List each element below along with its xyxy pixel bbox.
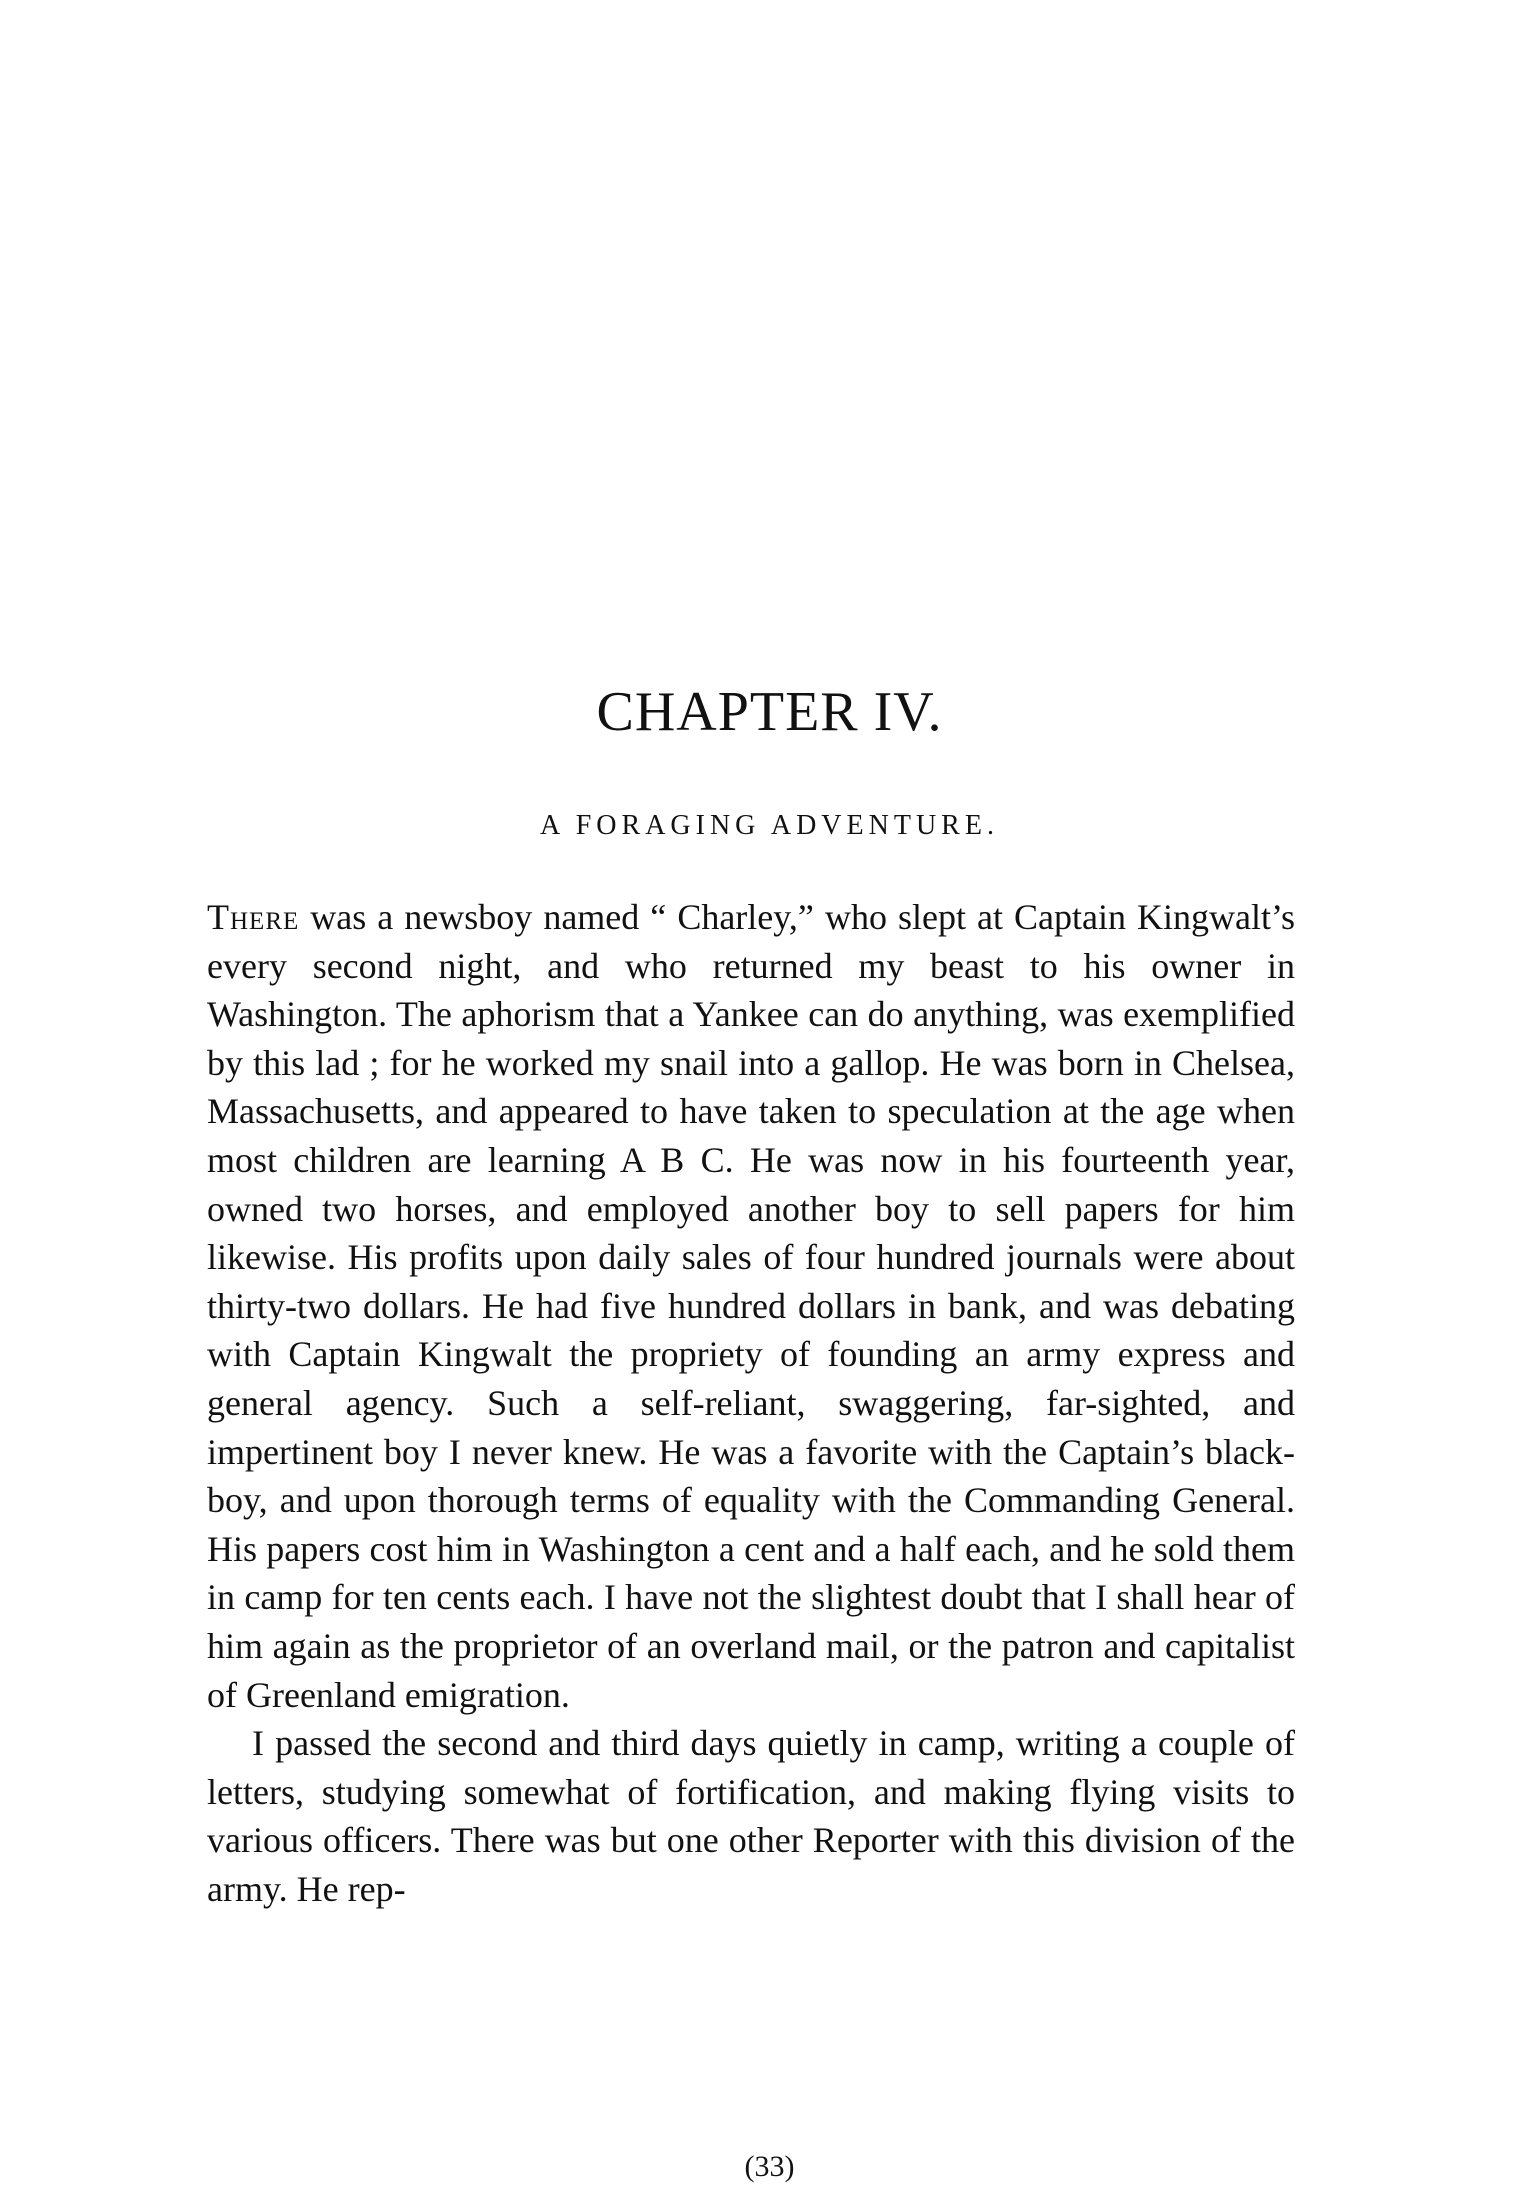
paragraph-2: I passed the second and third days quietly in camp, writing a couple of letters, studying somewhat of fortification, and making flying visits to various officers. There was but one other Reporter with this division of the army. He rep- bbox=[207, 1723, 1295, 1909]
page-number: (33) bbox=[744, 2150, 795, 2183]
chapter-subtitle: A FORAGING ADVENTURE. bbox=[540, 810, 999, 841]
chapter-heading: CHAPTER IV. bbox=[596, 681, 943, 743]
paragraph-lead-word: There bbox=[207, 897, 300, 937]
paragraph-1 bbox=[207, 893, 1295, 1719]
body-text bbox=[207, 893, 1295, 1913]
paragraph-1-text: was a newsboy named “ Charley,” who slept at Captain Kingwalt’s every second night, and who returned my beast to his owner in Washington. The aphorism that a Yankee can do anything, was exemplified by this lad ; for he worked my snail into a gallop. He was born in Chelsea, Massachusetts, and appeared to have taken to speculation at the age when most children are learning A B C. He was now in his fourteenth year, owned two horses, and employed another boy to sell papers for him likewise. His profits upon daily sales of four hundred journals were about thirty-two dollars. He had five hundred dollars in bank, and was debating with Captain Kingwalt the propriety of founding an army express and general agency. Such a self-reliant, swaggering, far-sighted, and impertinent boy I never knew. He was a favorite with the Captain’s black-boy, and upon thorough terms of equality with the Commanding General. His papers cost him in Washington a cent and a half each, and he sold them in camp for ten cents each. I have not the slightest doubt that I shall hear of him again as the proprietor of an overland mail, or the patron and capitalist of Greenland emigration. bbox=[207, 897, 1295, 1715]
